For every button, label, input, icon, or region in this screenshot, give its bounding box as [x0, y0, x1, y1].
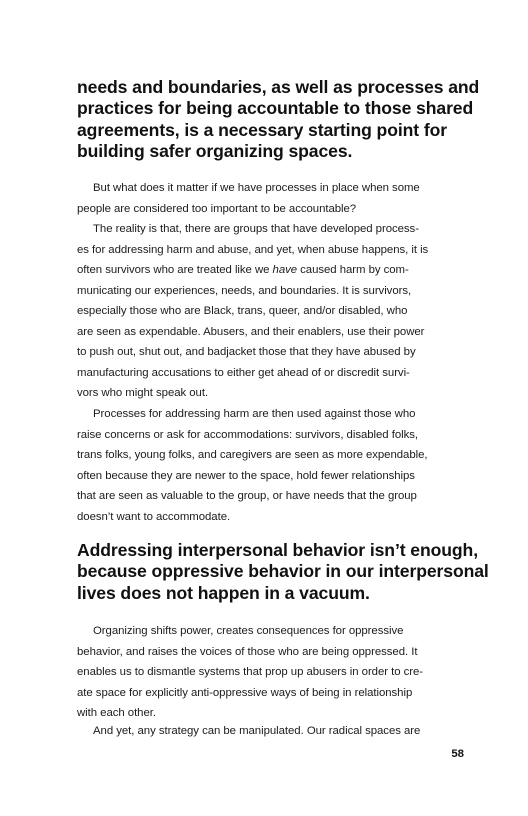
heading-line: practices for being accountable to those shared: [77, 98, 474, 119]
section-heading: [77, 540, 489, 604]
text-line: The reality is that, there are groups that have developed process-: [93, 223, 419, 235]
text-line: vors who might speak out.: [77, 387, 209, 399]
body-paragraph: [77, 621, 469, 724]
text-line: are seen as expendable. Abusers, and their enablers, use their power: [77, 325, 425, 338]
body-paragraph: [77, 178, 469, 219]
heading-line: because oppressive behavior in our interpersonal: [77, 561, 489, 582]
text-line: ate space for explicitly anti-oppressive ways of being in relationship: [77, 686, 413, 699]
text-line: that are seen as valuable to the group, or have needs that the group: [77, 490, 417, 502]
body-paragraph: [77, 721, 469, 742]
text-line: But what does it matter if we have processes in place when some: [93, 182, 420, 194]
text-line: doesn’t want to accommodate.: [77, 510, 231, 523]
heading-line: building safer organizing spaces.: [77, 140, 353, 161]
heading-line: lives does not happen in a vacuum.: [77, 582, 370, 603]
emphasis-text: have: [272, 264, 298, 276]
page-number: 58: [451, 748, 464, 760]
text-line: es for addressing harm and abuse, and yet, when abuse happens, it is: [77, 243, 429, 256]
text-line: municating our experiences, needs, and boundaries. It is survivors,: [77, 284, 412, 297]
text-line: manufacturing accusations to either get ahead of or discredit survi-: [77, 366, 410, 379]
text-line: trans folks, young folks, and caregivers are seen as more expendable,: [77, 449, 428, 461]
text-line: with each other.: [77, 707, 156, 719]
text-line: to push out, shut out, and badjacket those that they have abused by: [77, 346, 416, 358]
text-line: behavior, and raises the voices of those who are being oppressed. It: [77, 645, 418, 658]
heading-line: needs and boundaries, as well as processes and: [77, 77, 480, 97]
text-line: Organizing shifts power, creates consequences for oppressive: [93, 625, 404, 637]
body-paragraph: [77, 404, 469, 527]
pull-quote-heading: [77, 77, 480, 162]
heading-line: agreements, is a necessary starting point for: [77, 119, 447, 140]
text-line: And yet, any strategy can be manipulated. Our radical spaces are: [93, 725, 421, 737]
text-fragment: caused harm by com-: [297, 264, 409, 276]
text-line: [77, 260, 469, 281]
text-line: often because they are newer to the space, hold fewer relationships: [77, 469, 415, 482]
text-line: people are considered too important to be accountable?: [77, 202, 357, 215]
text-line: raise concerns or ask for accommodations: survivors, disabled folks,: [77, 428, 418, 441]
heading-line: Addressing interpersonal behavior isn’t enough,: [77, 540, 478, 560]
text-line: enables us to dismantle systems that prop up abusers in order to cre-: [77, 666, 424, 678]
text-fragment: often survivors who are treated like we: [77, 264, 273, 276]
text-line: especially those who are Black, trans, queer, and/or disabled, who: [77, 305, 408, 317]
body-paragraph: [77, 219, 469, 404]
text-line: Processes for addressing harm are then used against those who: [93, 408, 416, 420]
